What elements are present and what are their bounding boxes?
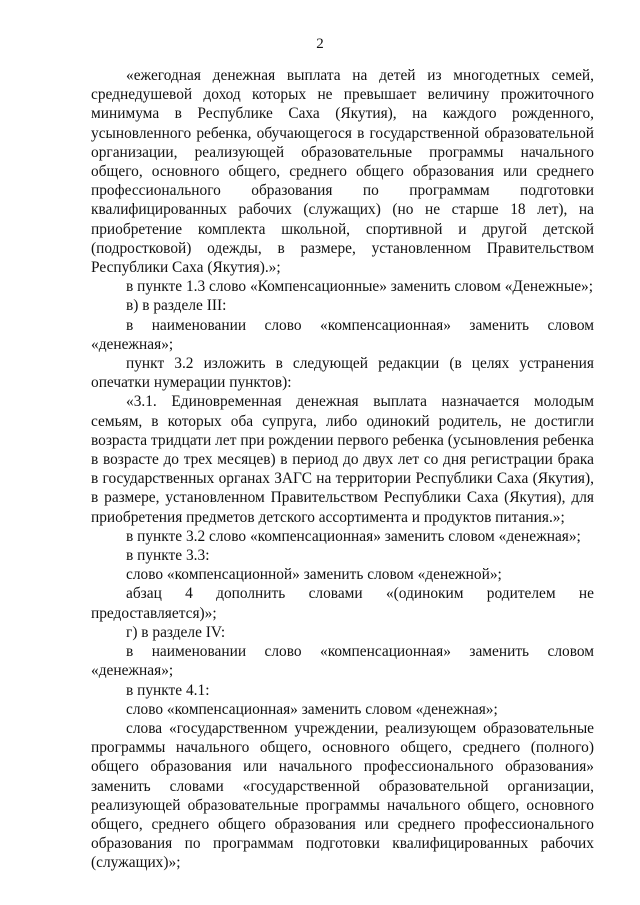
paragraph: в пункте 1.3 слово «Компенсационные» заменить словом «Денежные»; [126,278,594,296]
paragraph: в пункте 3.2 слово «компенсационная» заменить словом «денежная»; [126,527,581,545]
document-body [91,66,594,873]
paragraph: слово «компенсационная» заменить словом «денежная»; [126,700,498,718]
paragraph: в пункте 4.1: [126,681,210,699]
paragraph: «ежегодная денежная выплата на детей из многодетных семей, среднедушевой доход которых не превышает величину прожиточного минимума в Республике Саха (Якутия), на каждого рожденного, усыновленного ребенка, обучающегося в государственной образовательной организации, реализующей образовательные программы начального общего, основного общего, среднего общего образования или среднего профессионального образования по программам подготовки квалифицированных рабочих (служащих) (но не старше 18 лет), на приобретение комплекта школьной, спортивной и другой детской (подростковой) одежды, в размере, установленном Правительством Республики Саха (Якутия).»; [91,67,594,277]
paragraph: г) в разделе IV: [126,623,226,641]
paragraph: слово «компенсационной» заменить словом «денежной»; [126,566,502,584]
paragraph: пункт 3.2 изложить в следующей редакции (в целях устранения опечатки нумерации пунктов): [91,355,594,392]
paragraph: «3.1. Единовременная денежная выплата назначается молодым семьям, в которых оба супруга, либо одинокий родитель, не достигли возраста тридцати лет при рождении первого ребенка (усыновления ребенка в возрасте до трех месяцев) в период до двух лет со дня регистрации брака в государственных органах ЗАГС на территории Республики Саха (Якутия), в размере, установленном Правительством Республики Саха (Якутия), для приобретения предметов детского ассортимента и продуктов питания.»; [91,393,594,526]
paragraph: слова «государственном учреждении, реализующем образовательные программы начального общего, основного общего, среднего (полного) общего образования или начального профессионального образования» заменить словами «государственной образовательной организации, реализующей образовательные программы начального общего, основного общего, среднего общего образования или среднего профессионального образования по программам подготовки квалифицированных рабочих (служащих)»; [91,719,594,872]
page-number: 2 [316,36,324,52]
paragraph: в наименовании слово «компенсационная» заменить словом «денежная»; [91,316,594,353]
paragraph: в пункте 3.3: [126,547,210,565]
paragraph: абзац 4 дополнить словами «(одиноким родителем не предоставляется)»; [91,585,594,622]
paragraph: в) в разделе III: [126,297,227,315]
paragraph: в наименовании слово «компенсационная» заменить словом «денежная»; [91,643,594,680]
